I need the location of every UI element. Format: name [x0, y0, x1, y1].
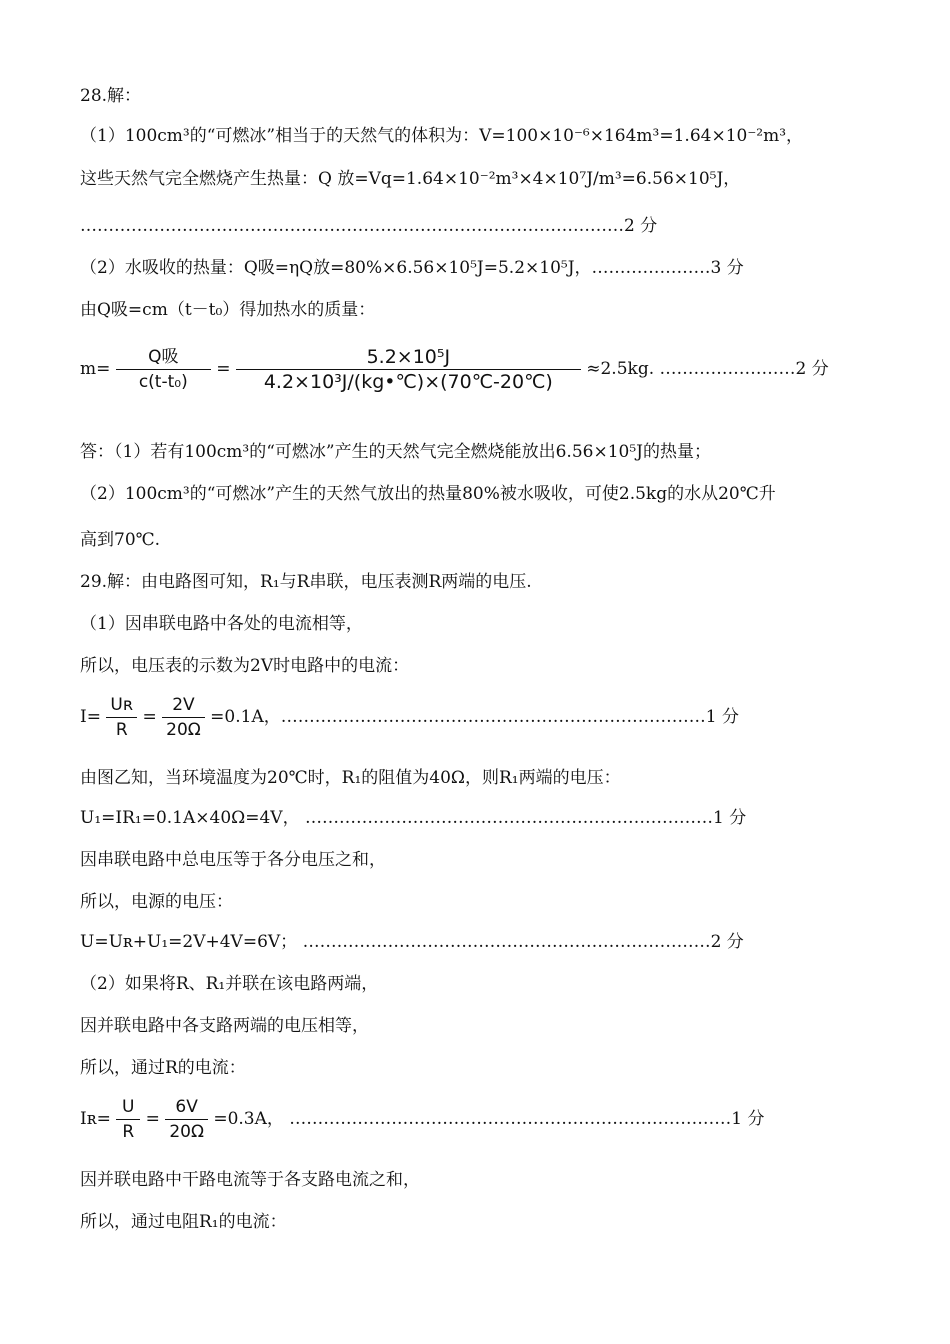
- q29-line-5: 因串联电路中总电压等于各分电压之和，: [80, 850, 386, 870]
- answer-line-3: 高到70℃.: [80, 530, 161, 550]
- fraction-numerator: 6V: [165, 1096, 208, 1120]
- q28-line-2: 这些天然气完全燃烧产生热量：Q 放=Vq=1.64×10⁻²m³×4×10⁷J/m³=6.56×10⁵J，: [80, 169, 741, 189]
- fraction-numerator: U: [116, 1096, 140, 1120]
- current-equation: [80, 694, 739, 741]
- q29-line-10: 所以，通过R的电流：: [80, 1058, 246, 1078]
- answer-line-2: （2）100cm³的“可燃冰”产生的天然气放出的热量80%被水吸收，可使2.5kg的水从20℃升: [80, 484, 776, 504]
- dot-leader: ……………………………………………………………………………………: [80, 216, 624, 236]
- fraction-denominator: 4.2×10³J/(kg•℃)×(70℃-20℃): [263, 371, 553, 393]
- eq-prefix: m=: [80, 359, 111, 379]
- q28-line-4: （2）水吸收的热量：Q吸=ηQ放=80%×6.56×10⁵J=5.2×10⁵J，…………………3 分: [80, 258, 744, 278]
- fraction-value: [162, 694, 205, 741]
- eq-prefix: I=: [80, 707, 101, 727]
- q29-line-11: 因并联电路中干路电流等于各支路电流之和，: [80, 1170, 420, 1190]
- fraction-numerator: Q吸: [116, 346, 211, 370]
- q29-line-4: U₁=IR₁=0.1A×40Ω=4V， ………………………………………………………………1 分: [80, 808, 747, 828]
- q29-line-12: 所以，通过电阻R₁的电流：: [80, 1212, 287, 1232]
- answer-line-1: 答：（1）若有100cm³的“可燃冰”产生的天然气完全燃烧能放出6.56×10⁵J的热量；: [80, 442, 711, 462]
- fraction-numerator: 5.2×10⁵J: [236, 346, 581, 370]
- fraction-denominator: R: [122, 1122, 135, 1142]
- q28-line-3: [80, 214, 657, 238]
- eq-sign: =: [142, 707, 157, 727]
- fraction-numerator: Uʀ: [106, 694, 137, 718]
- q29-line-6: 所以，电源的电压：: [80, 892, 233, 912]
- fraction-q-over-c: [116, 346, 211, 393]
- q29-line-1: （1）因串联电路中各处的电流相等，: [80, 614, 363, 634]
- fraction-u-over-r: [106, 694, 137, 741]
- q28-line-5: 由Q吸=cm（t－t₀）得加热水的质量：: [80, 300, 376, 320]
- q28-header: 28.解：: [80, 86, 142, 106]
- q29-header: 29.解：由电路图可知，R₁与R串联，电压表测R两端的电压.: [80, 572, 532, 592]
- eq-result: ≈2.5kg. ……………………2 分: [586, 359, 829, 379]
- fraction-denominator: R: [115, 720, 128, 740]
- eq-prefix: Iʀ=: [80, 1109, 111, 1129]
- fraction-denominator: 20Ω: [169, 1122, 204, 1142]
- fraction-u-over-r: [116, 1096, 140, 1143]
- current-r-equation: [80, 1096, 765, 1143]
- fraction-value: [236, 346, 581, 393]
- score: 2 分: [624, 216, 658, 236]
- fraction-value: [165, 1096, 208, 1143]
- q29-line-7: U=Uʀ+U₁=2V+4V=6V； ………………………………………………………………2 分: [80, 932, 744, 952]
- q29-line-9: 因并联电路中各支路两端的电压相等，: [80, 1016, 369, 1036]
- eq-sign: =: [216, 359, 231, 379]
- q29-line-3: 由图乙知，当环境温度为20℃时，R₁的阻值为40Ω，则R₁两端的电压：: [80, 768, 621, 788]
- fraction-denominator: 20Ω: [166, 720, 201, 740]
- fraction-numerator: 2V: [162, 694, 205, 718]
- eq-result: =0.1A，…………………………………………………………………1 分: [210, 707, 739, 727]
- q29-line-2: 所以，电压表的示数为2V时电路中的电流：: [80, 656, 410, 676]
- q28-line-1: （1）100cm³的“可燃冰”相当于的天然气的体积为：V=100×10⁻⁶×164m³=1.64×10⁻²m³，: [80, 126, 804, 146]
- eq-result: =0.3A， ……………………………………………………………………1 分: [213, 1109, 765, 1129]
- fraction-denominator: c(t-t₀): [138, 372, 188, 392]
- mass-equation: [80, 346, 829, 393]
- eq-sign: =: [145, 1109, 160, 1129]
- q29-line-8: （2）如果将R、R₁并联在该电路两端，: [80, 974, 379, 994]
